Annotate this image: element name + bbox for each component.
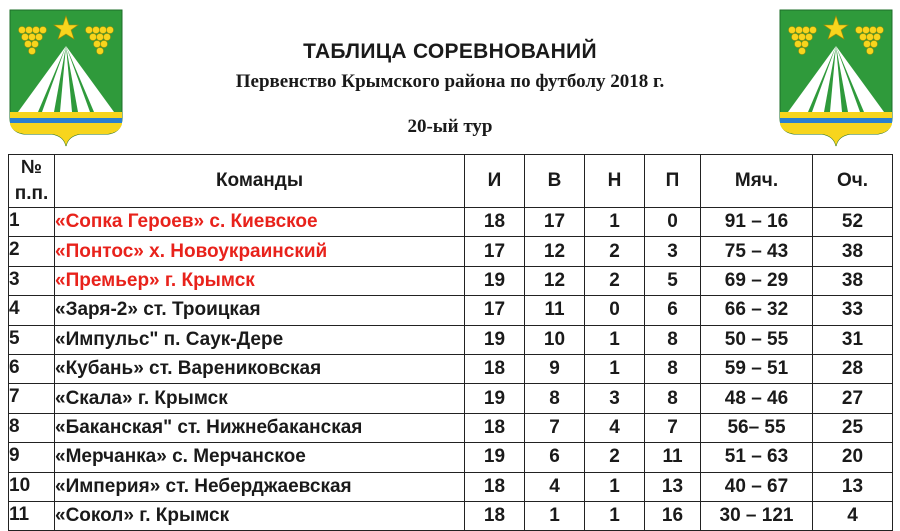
table-row bbox=[9, 384, 893, 413]
cell-points: 20 bbox=[813, 443, 893, 472]
cell-wins: 9 bbox=[525, 354, 585, 383]
cell-team: «Импульс" п. Саук-Дере bbox=[55, 325, 465, 354]
header-goals: Мяч. bbox=[701, 155, 813, 208]
table-header-row bbox=[9, 155, 893, 208]
cell-games: 19 bbox=[465, 266, 525, 295]
cell-wins: 4 bbox=[525, 472, 585, 501]
cell-team: «Сокол» г. Крымск bbox=[55, 501, 465, 530]
cell-num: 9 bbox=[9, 443, 55, 472]
cell-wins: 1 bbox=[525, 501, 585, 530]
cell-num: 4 bbox=[9, 296, 55, 325]
cell-num: 3 bbox=[9, 266, 55, 295]
table-row bbox=[9, 472, 893, 501]
cell-draws: 1 bbox=[585, 354, 645, 383]
cell-team: «Кубань» ст. Варениковская bbox=[55, 354, 465, 383]
cell-team: «Понтос» х. Новоукраинский bbox=[55, 237, 465, 266]
cell-games: 17 bbox=[465, 237, 525, 266]
cell-games: 19 bbox=[465, 325, 525, 354]
cell-points: 33 bbox=[813, 296, 893, 325]
cell-goals: 48 – 46 bbox=[701, 384, 813, 413]
cell-losses: 5 bbox=[645, 266, 701, 295]
page-subtitle: Первенство Крымского района по футболу 2018 г. bbox=[235, 71, 665, 92]
table-row bbox=[9, 237, 893, 266]
cell-num: 7 bbox=[9, 384, 55, 413]
cell-games: 19 bbox=[465, 443, 525, 472]
table-row bbox=[9, 296, 893, 325]
cell-points: 4 bbox=[813, 501, 893, 530]
coat-of-arms-right bbox=[778, 8, 894, 148]
table-row bbox=[9, 501, 893, 530]
cell-losses: 0 bbox=[645, 208, 701, 237]
cell-points: 27 bbox=[813, 384, 893, 413]
cell-games: 18 bbox=[465, 472, 525, 501]
cell-draws: 2 bbox=[585, 237, 645, 266]
cell-games: 18 bbox=[465, 501, 525, 530]
standings-table bbox=[8, 154, 893, 531]
cell-goals: 40 – 67 bbox=[701, 472, 813, 501]
cell-draws: 1 bbox=[585, 472, 645, 501]
round-label: 20-ый тур bbox=[407, 116, 493, 137]
cell-num: 1 bbox=[9, 208, 55, 237]
cell-wins: 10 bbox=[525, 325, 585, 354]
header-wins: В bbox=[525, 155, 585, 208]
cell-points: 31 bbox=[813, 325, 893, 354]
cell-games: 18 bbox=[465, 354, 525, 383]
header-games: И bbox=[465, 155, 525, 208]
cell-draws: 2 bbox=[585, 443, 645, 472]
cell-goals: 51 – 63 bbox=[701, 443, 813, 472]
table-row bbox=[9, 208, 893, 237]
cell-draws: 1 bbox=[585, 501, 645, 530]
cell-points: 38 bbox=[813, 266, 893, 295]
coat-of-arms-left bbox=[8, 8, 124, 148]
cell-goals: 50 – 55 bbox=[701, 325, 813, 354]
cell-losses: 13 bbox=[645, 472, 701, 501]
header-points: Оч. bbox=[813, 155, 893, 208]
cell-goals: 75 – 43 bbox=[701, 237, 813, 266]
cell-losses: 16 bbox=[645, 501, 701, 530]
cell-points: 25 bbox=[813, 413, 893, 442]
cell-losses: 8 bbox=[645, 354, 701, 383]
cell-losses: 7 bbox=[645, 413, 701, 442]
table-row bbox=[9, 325, 893, 354]
cell-points: 28 bbox=[813, 354, 893, 383]
cell-team: «Сопка Героев» с. Киевское bbox=[55, 208, 465, 237]
cell-losses: 11 bbox=[645, 443, 701, 472]
cell-losses: 3 bbox=[645, 237, 701, 266]
cell-team: «Империя» ст. Неберджаевская bbox=[55, 472, 465, 501]
cell-draws: 4 bbox=[585, 413, 645, 442]
cell-num: 2 bbox=[9, 237, 55, 266]
cell-wins: 12 bbox=[525, 237, 585, 266]
cell-draws: 3 bbox=[585, 384, 645, 413]
cell-points: 13 bbox=[813, 472, 893, 501]
page-title: ТАБЛИЦА СОРЕВНОВАНИЙ bbox=[303, 40, 597, 63]
cell-num: 11 bbox=[9, 501, 55, 530]
cell-draws: 2 bbox=[585, 266, 645, 295]
cell-games: 17 bbox=[465, 296, 525, 325]
cell-goals: 91 – 16 bbox=[701, 208, 813, 237]
table-row bbox=[9, 266, 893, 295]
table-row bbox=[9, 354, 893, 383]
cell-num: 5 bbox=[9, 325, 55, 354]
cell-wins: 6 bbox=[525, 443, 585, 472]
standings-body bbox=[9, 208, 893, 531]
cell-team: «Премьер» г. Крымск bbox=[55, 266, 465, 295]
header-team: Команды bbox=[55, 155, 465, 208]
cell-wins: 12 bbox=[525, 266, 585, 295]
cell-wins: 11 bbox=[525, 296, 585, 325]
cell-wins: 8 bbox=[525, 384, 585, 413]
cell-team: «Заря-2» ст. Троицкая bbox=[55, 296, 465, 325]
cell-losses: 8 bbox=[645, 325, 701, 354]
cell-games: 18 bbox=[465, 413, 525, 442]
cell-wins: 17 bbox=[525, 208, 585, 237]
cell-losses: 8 bbox=[645, 384, 701, 413]
table-row bbox=[9, 443, 893, 472]
cell-goals: 30 – 121 bbox=[701, 501, 813, 530]
cell-goals: 59 – 51 bbox=[701, 354, 813, 383]
header-num: № п.п. bbox=[9, 155, 55, 208]
cell-num: 10 bbox=[9, 472, 55, 501]
header-draws: Н bbox=[585, 155, 645, 208]
cell-num: 6 bbox=[9, 354, 55, 383]
cell-draws: 1 bbox=[585, 325, 645, 354]
cell-goals: 56– 55 bbox=[701, 413, 813, 442]
cell-points: 38 bbox=[813, 237, 893, 266]
cell-draws: 0 bbox=[585, 296, 645, 325]
header-losses: П bbox=[645, 155, 701, 208]
cell-goals: 69 – 29 bbox=[701, 266, 813, 295]
cell-games: 19 bbox=[465, 384, 525, 413]
cell-goals: 66 – 32 bbox=[701, 296, 813, 325]
cell-team: «Скала» г. Крымск bbox=[55, 384, 465, 413]
cell-team: «Мерчанка» с. Мерчанское bbox=[55, 443, 465, 472]
cell-num: 8 bbox=[9, 413, 55, 442]
cell-points: 52 bbox=[813, 208, 893, 237]
table-row bbox=[9, 413, 893, 442]
cell-team: «Баканская" ст. Нижнебаканская bbox=[55, 413, 465, 442]
cell-games: 18 bbox=[465, 208, 525, 237]
cell-draws: 1 bbox=[585, 208, 645, 237]
cell-losses: 6 bbox=[645, 296, 701, 325]
cell-wins: 7 bbox=[525, 413, 585, 442]
